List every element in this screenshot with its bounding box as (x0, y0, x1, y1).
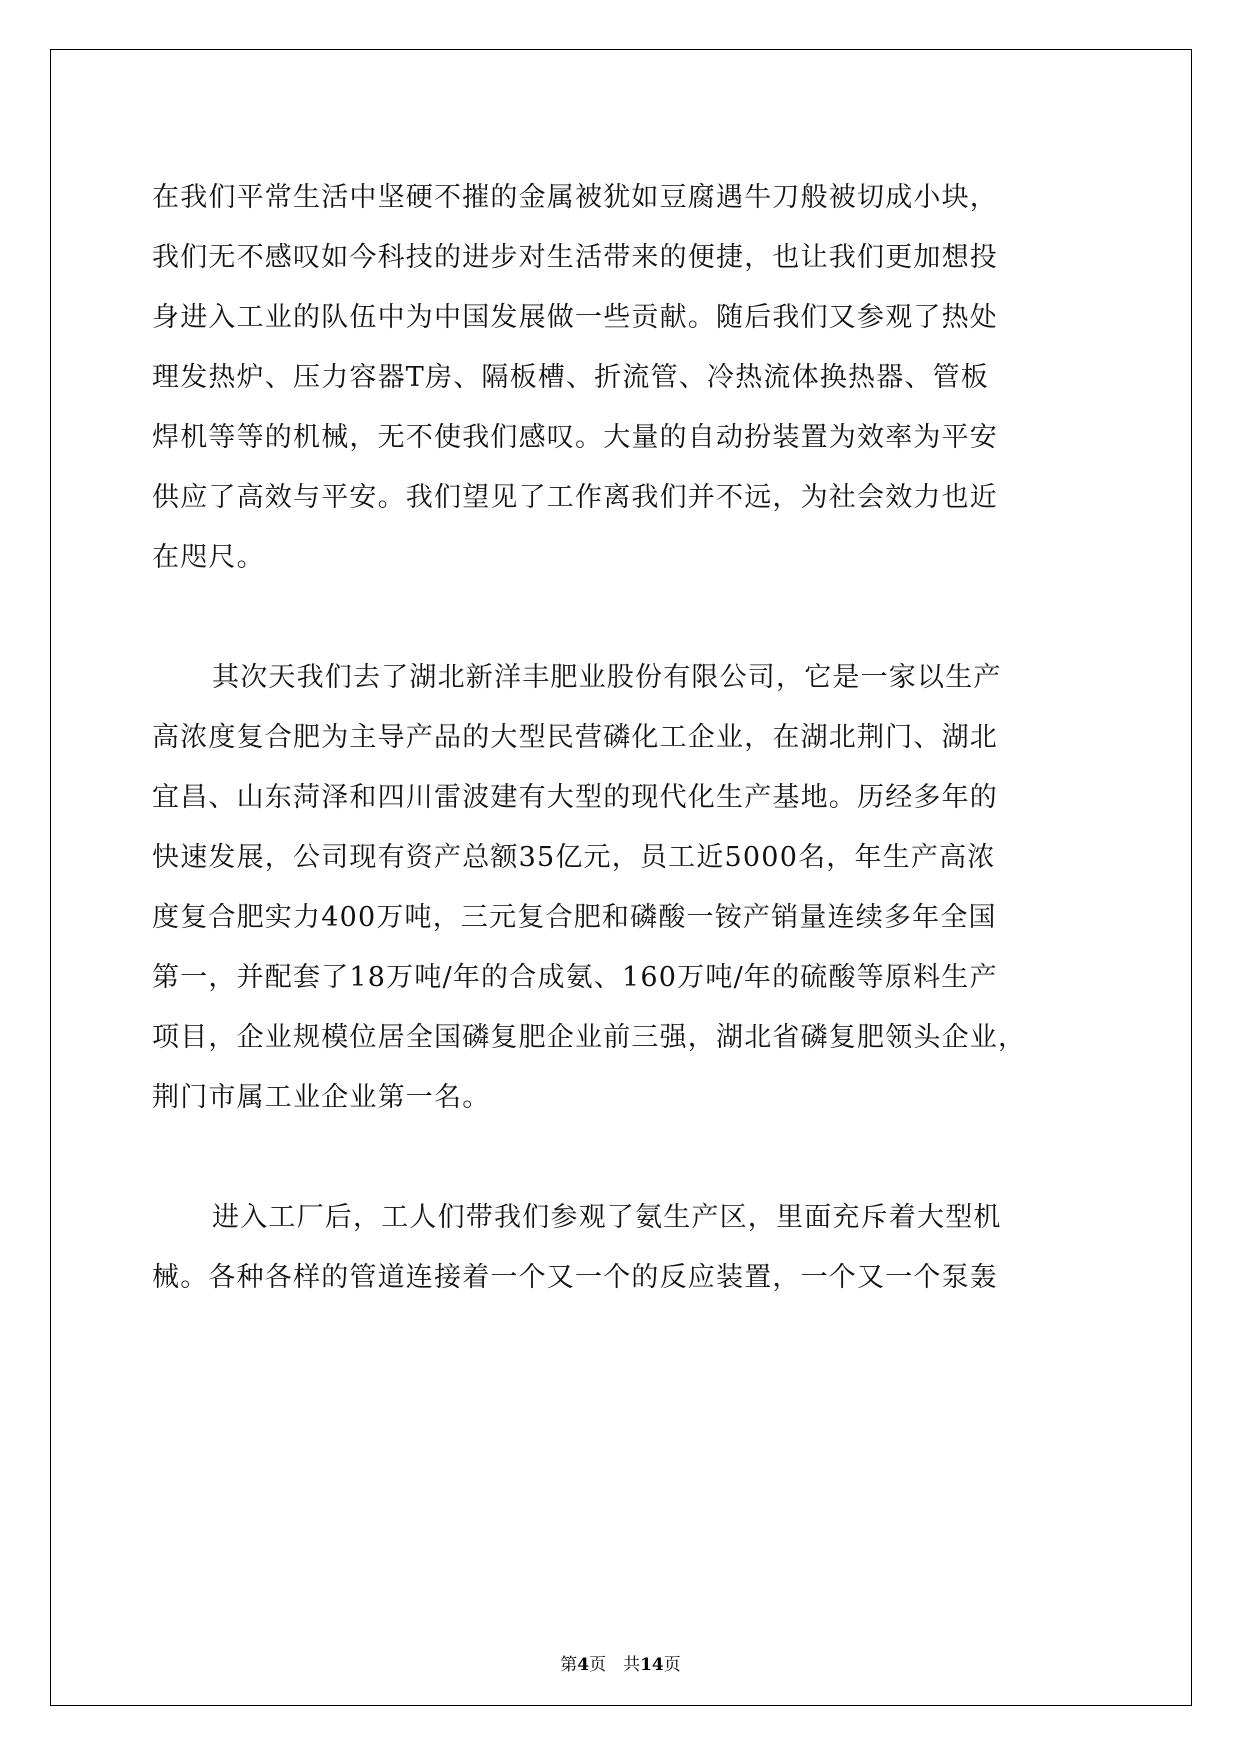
document-body (152, 168, 1090, 1308)
text-line: 身进入工业的队伍中为中国发展做一些贡献。随后我们又参观了热处 (152, 302, 998, 333)
total-page-count: 14 (640, 1655, 664, 1675)
text-line: 高浓度复合肥为主导产品的大型民营磷化工企业，在湖北荆门、湖北 (152, 722, 998, 753)
footer-prefix: 第 (560, 1655, 578, 1675)
text-line: 项目，企业规模位居全国磷复肥企业前三强，湖北省磷复肥领头企业， (152, 1022, 1027, 1053)
paragraph (152, 168, 1090, 588)
footer-suffix: 页 (663, 1655, 681, 1675)
paragraph (152, 648, 1090, 1128)
paragraph (152, 1188, 1090, 1308)
footer-middle: 页 共 (589, 1655, 641, 1675)
text-line: 在咫尺。 (152, 542, 265, 573)
text-line: 第一，并配套了18万吨/年的合成氨、160万吨/年的硫酸等原料生产 (152, 962, 998, 993)
text-line: 度复合肥实力400万吨，三元复合肥和磷酸一铵产销量连续多年全国 (152, 902, 997, 933)
text-line: 进入工厂后，工人们带我们参观了氨生产区，里面充斥着大型机 (212, 1202, 1002, 1233)
current-page-number: 4 (577, 1655, 590, 1675)
text-line: 宜昌、山东菏泽和四川雷波建有大型的现代化生产基地。历经多年的 (152, 782, 998, 813)
text-line: 理发热炉、压力容器T房、隔板槽、折流管、冷热流体换热器、管板 (152, 362, 990, 393)
text-line: 我们无不感叹如今科技的进步对生活带来的便捷，也让我们更加想投 (152, 242, 998, 273)
text-line: 在我们平常生活中坚硬不摧的金属被犹如豆腐遇牛刀般被切成小块， (152, 182, 998, 213)
page-footer (0, 1650, 1241, 1675)
text-line: 供应了高效与平安。我们望见了工作离我们并不远，为社会效力也近 (152, 482, 998, 513)
text-line: 械。各种各样的管道连接着一个又一个的反应装置，一个又一个泵轰 (152, 1262, 998, 1293)
text-line: 焊机等等的机械，无不使我们感叹。大量的自动扮装置为效率为平安 (152, 422, 998, 453)
text-line: 其次天我们去了湖北新洋丰肥业股份有限公司，它是一家以生产 (212, 662, 1002, 693)
text-line: 快速发展，公司现有资产总额35亿元，员工近5000名，年生产高浓 (152, 842, 996, 873)
text-line: 荆门市属工业企业第一名。 (152, 1082, 491, 1113)
